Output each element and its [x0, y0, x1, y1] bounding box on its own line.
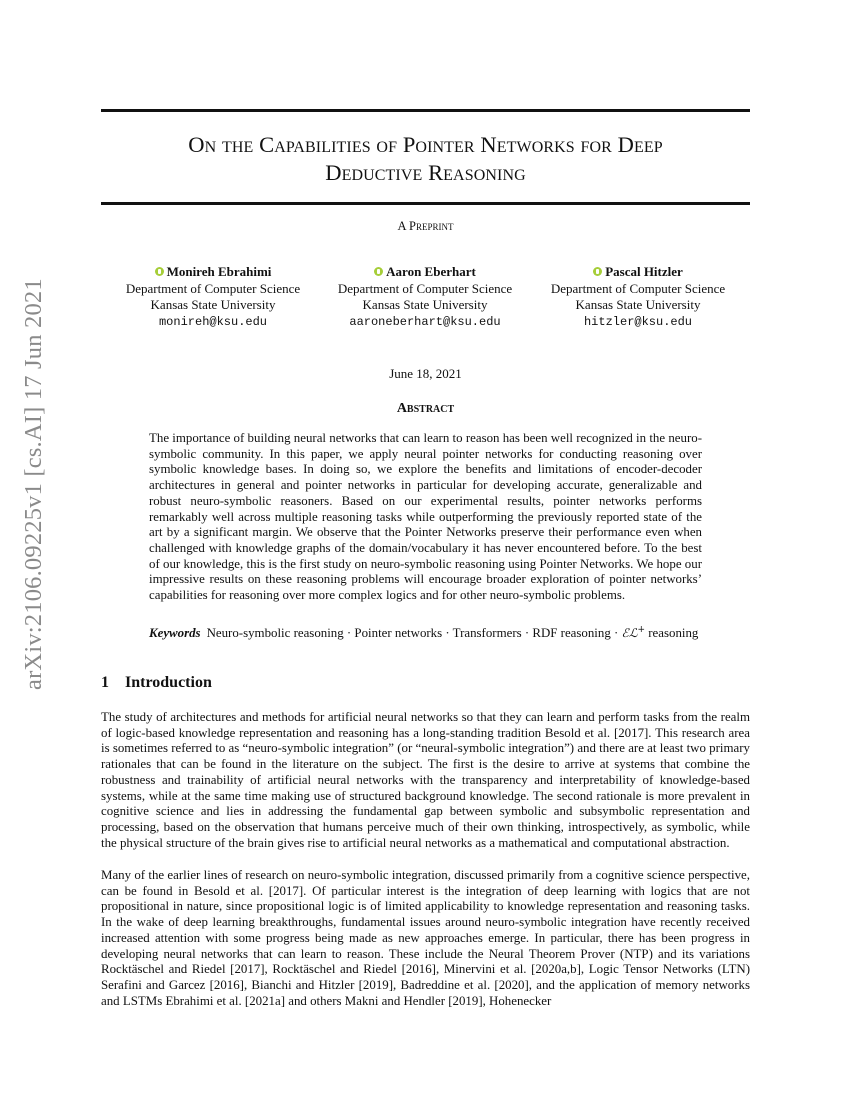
body-paragraph: Many of the earlier lines of research on neuro-symbolic integration, discussed primarily from a cognitive science perspective, can be found in Besold et al. [2017]. Of particular interest is the integration of deep learning with logics that are not propositional in nature, since propositional logic is of limited applicability to knowledge representation and reasoning tasks. In the wake of deep learning breakthroughs, fundamental issues around neuro-symbolic integration have recently received increased attention with some progress being made as new approaches emerge. In particular, there has been progress in developing neural networks that can learn to reason. These include the Neural Theorem Prover (NTP) and its variations Rocktäschel and Riedel [2017], Rocktäschel and Riedel [2016], Minervini et al. [2020a,b], Logic Tensor Networks (LTN) Serafini and Garcez [2016], Bianchi and Hitzler [2019], Badreddine et al. [2020], and the application of memory networks and LSTMs Ebrahimi et al. [2021a] and others Makni and Hendler [2019], Hohenecker [101, 868, 750, 1008]
title-rule-bottom [101, 202, 750, 205]
author-university: Kansas State University [150, 297, 276, 312]
arxiv-identifier-stamp: arXiv:2106.09225v1 [cs.AI] 17 Jun 2021 [20, 278, 47, 690]
author-block [103, 264, 323, 330]
section-number: 1 [101, 674, 109, 691]
title-line-1: On the Capabilities of Pointer Networks for Deep [188, 132, 663, 157]
author-name-line [103, 264, 323, 281]
keywords [149, 623, 702, 642]
author-name-line [315, 264, 535, 281]
author-name: Pascal Hitzler [605, 264, 683, 279]
author-department: Department of Computer Science [125, 280, 301, 296]
body-paragraph: The study of architectures and methods for artificial neural networks so that they can learn and perform tasks from the realm of logic-based knowledge representation and reasoning has a long-standing tradition Besold et al. [2017]. This research area is sometimes referred to as “neuro-symbolic integration” (or “neural-symbolic integration”) and there are at least two primary rationales that can be found in the literature on the subject. The first is the desire to arrive at systems that combine the robustness and trainability of artificial neural networks with the transparency and interpretability of knowledge-based systems, while at the same time making use of structured background knowledge. The second rationale is more prevalent in cognitive science and lies in addressing the fundamental gap between symbolic and subsymbolic representation and processing, based on the observation that humans perceive much of their own thinking, introspectively, as symbolic, while the physical structure of the brain gives rise to artificial neural networks as a mathematical and computational abstraction. [101, 710, 750, 850]
author-name: Aaron Eberhart [386, 264, 476, 279]
keywords-math-symbol: ℰℒ [621, 626, 638, 640]
keywords-label: Keywords [149, 626, 201, 640]
orcid-icon[interactable] [155, 267, 164, 276]
preprint-label: A Preprint [397, 219, 454, 233]
paper-date: June 18, 2021 [389, 366, 462, 381]
abstract-heading: Abstract [396, 401, 455, 416]
title-line-2: Deductive Reasoning [325, 160, 526, 185]
keywords-math-superscript: + [637, 625, 646, 635]
author-university: Kansas State University [362, 297, 488, 312]
author-email[interactable]: monireh@ksu.edu [158, 314, 268, 329]
author-email[interactable]: hitzler@ksu.edu [583, 314, 693, 329]
section-title: Introduction [125, 674, 212, 691]
keywords-tail: reasoning [648, 626, 699, 640]
author-name-line [528, 264, 748, 281]
author-block [528, 264, 748, 330]
orcid-icon[interactable] [593, 267, 602, 276]
title-rule-top [101, 109, 750, 112]
author-name: Monireh Ebrahimi [166, 264, 272, 279]
author-department: Department of Computer Science [337, 280, 513, 296]
abstract-text: The importance of building neural networks that can learn to reason has been well recognized in the neuro-symbolic community. In this paper, we apply neural pointer networks for conducting reasoning over symbolic knowledge bases. In doing so, we explore the benefits and limitations of encoder-decoder architectures in general and pointer networks in particular for developing accurate, generalizable and robust neuro-symbolic reasoners. Based on our experimental results, pointer networks performs remarkably well across multiple reasoning tasks while outperforming the previously reported state of the art by a significant margin. We observe that the Pointer Networks preserve their performance even when challenged with knowledge graphs of the domain/vocabulary it has never encountered before. To the best of our knowledge, this is the first study on neuro-symbolic reasoning using Pointer Networks. We hope our impressive results on these reasoning problems will encourage broader exploration of pointer networks’ capabilities for reasoning over more complex logics and for other neuro-symbolic problems. [149, 431, 702, 603]
orcid-icon[interactable] [374, 267, 383, 276]
author-department: Department of Computer Science [550, 280, 726, 296]
keywords-text: Neuro-symbolic reasoning · Pointer networks · Transformers · RDF reasoning · [206, 626, 619, 640]
author-university: Kansas State University [575, 297, 701, 312]
author-block [315, 264, 535, 330]
keywords-math [622, 626, 645, 640]
paper-title [101, 131, 750, 187]
author-email[interactable]: aaroneberhart@ksu.edu [349, 314, 501, 329]
section-heading [101, 674, 212, 692]
